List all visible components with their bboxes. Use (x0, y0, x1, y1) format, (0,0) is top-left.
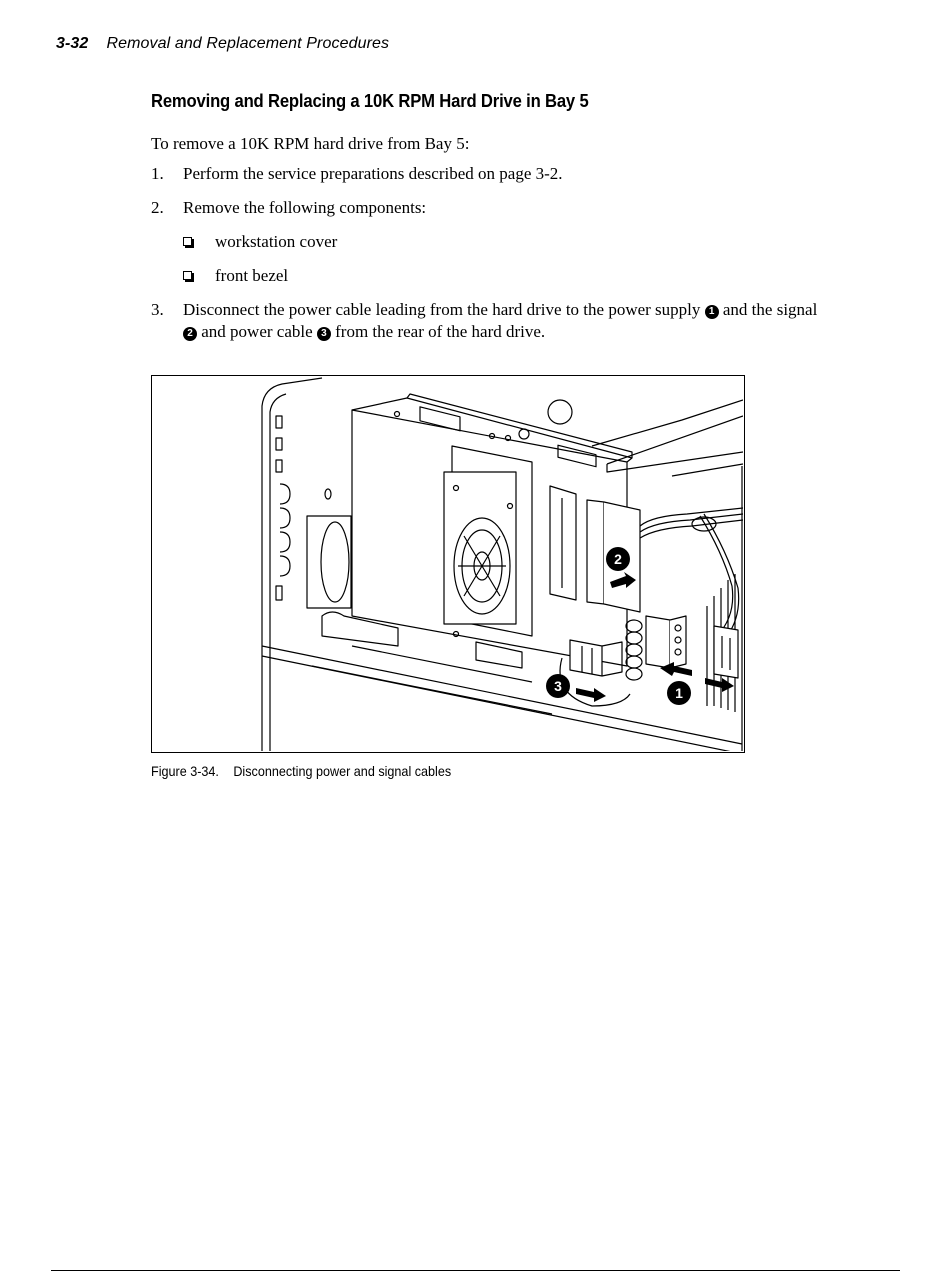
callout-3-icon: 3 (317, 327, 331, 341)
component-name: workstation cover (215, 232, 338, 251)
figure-caption-text: Disconnecting power and signal cables (233, 763, 452, 779)
step-3 (151, 299, 831, 343)
step-2 (151, 197, 831, 287)
arrow-right-icon (705, 678, 734, 692)
step-number: 3. (151, 300, 164, 319)
callout-2-icon: 2 (183, 327, 197, 341)
arrow-right-icon (576, 688, 606, 702)
page-number: 3-32 (56, 35, 89, 52)
step-number: 2. (151, 198, 164, 217)
list-item (183, 231, 831, 253)
callout-2-label: 2 (614, 551, 622, 567)
steps-list (151, 163, 831, 343)
figure-label: Figure 3-34. (151, 763, 219, 779)
checkbox-bullet-icon (183, 237, 192, 246)
running-header (56, 35, 389, 53)
intro-text: To remove a 10K RPM hard drive from Bay 5: (151, 134, 470, 153)
section-title: Removing and Replacing a 10K RPM Hard Drive in Bay 5 (151, 90, 589, 111)
callout-3-label: 3 (554, 678, 562, 694)
list-item (183, 265, 831, 287)
hard-drive-cable-diagram (152, 376, 743, 751)
checkbox-bullet-icon (183, 271, 192, 280)
step-text-part: from the rear of the hard drive. (335, 322, 546, 341)
callout-1-icon: 1 (705, 305, 719, 319)
step-text-part: and power cable (201, 322, 313, 341)
step-text-part: Disconnect the power cable leading from the hard drive to the power supply (183, 300, 701, 319)
step-1 (151, 163, 831, 185)
footer-rule (51, 1270, 900, 1271)
step-text-part: and the signal (722, 300, 818, 319)
component-list (183, 231, 831, 287)
procedure-body (151, 133, 831, 355)
step-number: 1. (151, 164, 164, 183)
component-name: front bezel (215, 266, 289, 285)
callout-1-label: 1 (675, 685, 683, 701)
chapter-title: Removal and Replacement Procedures (106, 35, 390, 52)
step-text: Perform the service preparations described on page 3-2. (183, 164, 563, 183)
figure-caption (151, 763, 451, 779)
step-text: Remove the following components: (183, 198, 427, 217)
figure-illustration (151, 375, 745, 753)
